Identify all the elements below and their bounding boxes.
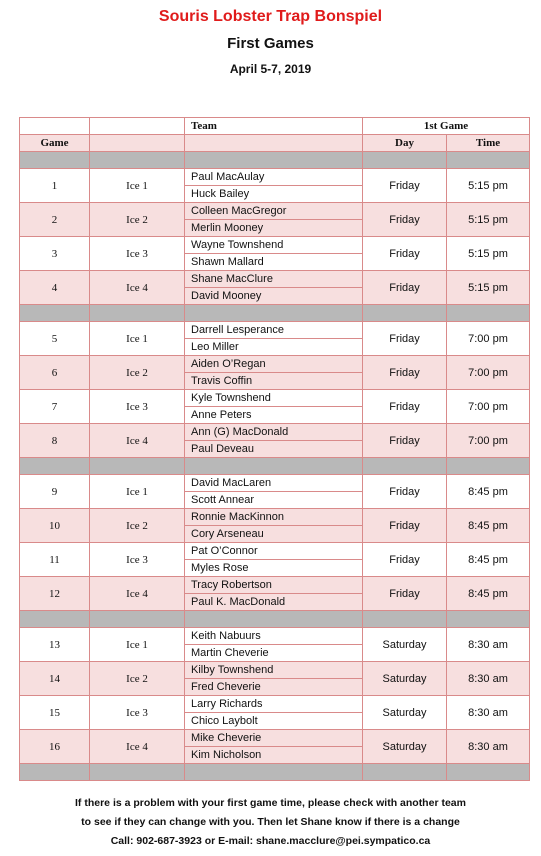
game-row xyxy=(20,475,530,492)
game-row xyxy=(20,577,530,594)
section-separator-row xyxy=(20,152,530,169)
game-time: 7:00 pm xyxy=(447,390,530,424)
team-player-1: Ronnie MacKinnon xyxy=(185,509,363,526)
game-number: 9 xyxy=(20,475,90,509)
game-row xyxy=(20,356,530,373)
game-number: 10 xyxy=(20,509,90,543)
team-player-2: Travis Coffin xyxy=(185,373,363,390)
ice-sheet: Ice 3 xyxy=(90,696,185,730)
separator-cell xyxy=(363,458,447,475)
header-blank-cell xyxy=(90,118,185,135)
team-player-2: Paul Deveau xyxy=(185,441,363,458)
section-separator-row xyxy=(20,611,530,628)
game-day: Friday xyxy=(363,169,447,203)
team-player-2: Fred Cheverie xyxy=(185,679,363,696)
game-number: 14 xyxy=(20,662,90,696)
ice-sheet: Ice 3 xyxy=(90,390,185,424)
game-number: 1 xyxy=(20,169,90,203)
header-row-top xyxy=(20,118,530,135)
game-day: Friday xyxy=(363,203,447,237)
page-title: Souris Lobster Trap Bonspiel xyxy=(158,8,383,25)
game-day: Friday xyxy=(363,271,447,305)
game-row xyxy=(20,696,530,713)
section-separator-row xyxy=(20,458,530,475)
separator-cell xyxy=(185,152,363,169)
game-day: Friday xyxy=(363,424,447,458)
ice-sheet: Ice 4 xyxy=(90,271,185,305)
game-day: Saturday xyxy=(363,730,447,764)
ice-sheet: Ice 4 xyxy=(90,730,185,764)
team-player-2: Cory Arseneau xyxy=(185,526,363,543)
game-time: 8:30 am xyxy=(447,696,530,730)
game-row xyxy=(20,543,530,560)
game-time: 8:45 pm xyxy=(447,543,530,577)
game-number: 3 xyxy=(20,237,90,271)
game-row xyxy=(20,662,530,679)
team-player-1: Ann (G) MacDonald xyxy=(185,424,363,441)
game-number: 13 xyxy=(20,628,90,662)
team-player-1: David MacLaren xyxy=(185,475,363,492)
team-player-2: Martin Cheverie xyxy=(185,645,363,662)
ice-sheet: Ice 1 xyxy=(90,475,185,509)
team-player-2: Huck Bailey xyxy=(185,186,363,203)
section-separator-row xyxy=(20,305,530,322)
footer-contact-line: Call: 902-687-3923 or E-mail: shane.macclure@pei.sympatico.ca xyxy=(110,835,431,847)
team-player-1: Pat O’Connor xyxy=(185,543,363,560)
separator-cell xyxy=(363,611,447,628)
team-player-1: Paul MacAulay xyxy=(185,169,363,186)
game-number: 6 xyxy=(20,356,90,390)
game-row xyxy=(20,730,530,747)
separator-cell xyxy=(90,305,185,322)
game-number: 5 xyxy=(20,322,90,356)
game-day: Saturday xyxy=(363,628,447,662)
game-time: 8:30 am xyxy=(447,730,530,764)
team-player-2: Kim Nicholson xyxy=(185,747,363,764)
ice-sheet: Ice 3 xyxy=(90,237,185,271)
game-day: Friday xyxy=(363,543,447,577)
game-time: 8:30 am xyxy=(447,662,530,696)
game-time: 8:45 pm xyxy=(447,509,530,543)
separator-cell xyxy=(90,764,185,781)
header-row-bottom xyxy=(20,135,530,152)
game-row xyxy=(20,628,530,645)
separator-cell xyxy=(20,458,90,475)
game-row xyxy=(20,390,530,407)
separator-cell xyxy=(447,152,530,169)
header-blank-cell xyxy=(90,135,185,152)
game-number: 16 xyxy=(20,730,90,764)
game-row xyxy=(20,322,530,339)
game-time: 8:45 pm xyxy=(447,475,530,509)
game-day: Friday xyxy=(363,475,447,509)
team-player-1: Kyle Townshend xyxy=(185,390,363,407)
team-player-2: David Mooney xyxy=(185,288,363,305)
col-header-day: Day xyxy=(363,135,447,152)
game-day: Friday xyxy=(363,509,447,543)
separator-cell xyxy=(90,152,185,169)
game-time: 7:00 pm xyxy=(447,424,530,458)
game-row xyxy=(20,203,530,220)
ice-sheet: Ice 4 xyxy=(90,577,185,611)
game-time: 7:00 pm xyxy=(447,356,530,390)
team-player-2: Chico Laybolt xyxy=(185,713,363,730)
ice-sheet: Ice 2 xyxy=(90,509,185,543)
game-number: 4 xyxy=(20,271,90,305)
ice-sheet: Ice 2 xyxy=(90,662,185,696)
game-number: 7 xyxy=(20,390,90,424)
separator-cell xyxy=(363,305,447,322)
team-player-2: Anne Peters xyxy=(185,407,363,424)
schedule-table xyxy=(19,117,530,781)
team-player-1: Tracy Robertson xyxy=(185,577,363,594)
team-player-1: Wayne Townshend xyxy=(185,237,363,254)
team-player-1: Larry Richards xyxy=(185,696,363,713)
game-row xyxy=(20,169,530,186)
game-time: 5:15 pm xyxy=(447,271,530,305)
team-player-1: Colleen MacGregor xyxy=(185,203,363,220)
team-player-1: Kilby Townshend xyxy=(185,662,363,679)
separator-cell xyxy=(447,305,530,322)
ice-sheet: Ice 2 xyxy=(90,356,185,390)
team-player-2: Scott Annear xyxy=(185,492,363,509)
team-player-1: Keith Nabuurs xyxy=(185,628,363,645)
separator-cell xyxy=(363,764,447,781)
game-day: Friday xyxy=(363,322,447,356)
separator-cell xyxy=(447,458,530,475)
team-player-1: Shane MacClure xyxy=(185,271,363,288)
game-row xyxy=(20,271,530,288)
separator-cell xyxy=(20,764,90,781)
separator-cell xyxy=(20,152,90,169)
separator-cell xyxy=(447,611,530,628)
section-separator-row xyxy=(20,764,530,781)
ice-sheet: Ice 1 xyxy=(90,322,185,356)
game-day: Saturday xyxy=(363,662,447,696)
game-row xyxy=(20,424,530,441)
separator-cell xyxy=(185,764,363,781)
game-number: 15 xyxy=(20,696,90,730)
separator-cell xyxy=(363,152,447,169)
col-header-time: Time xyxy=(447,135,530,152)
team-player-2: Merlin Mooney xyxy=(185,220,363,237)
team-player-2: Shawn Mallard xyxy=(185,254,363,271)
game-day: Friday xyxy=(363,390,447,424)
game-row xyxy=(20,509,530,526)
game-time: 5:15 pm xyxy=(447,203,530,237)
separator-cell xyxy=(90,458,185,475)
team-player-2: Leo Miller xyxy=(185,339,363,356)
game-number: 12 xyxy=(20,577,90,611)
game-number: 2 xyxy=(20,203,90,237)
separator-cell xyxy=(185,611,363,628)
game-number: 8 xyxy=(20,424,90,458)
footer-note-line-1: If there is a problem with your first game time, please check with another team xyxy=(75,797,466,809)
game-day: Saturday xyxy=(363,696,447,730)
ice-sheet: Ice 4 xyxy=(90,424,185,458)
col-header-team: Team xyxy=(185,118,363,135)
team-player-1: Aiden O’Regan xyxy=(185,356,363,373)
team-player-2: Myles Rose xyxy=(185,560,363,577)
team-player-1: Mike Cheverie xyxy=(185,730,363,747)
separator-cell xyxy=(90,611,185,628)
ice-sheet: Ice 2 xyxy=(90,203,185,237)
team-player-2: Paul K. MacDonald xyxy=(185,594,363,611)
ice-sheet: Ice 1 xyxy=(90,169,185,203)
game-day: Friday xyxy=(363,356,447,390)
ice-sheet: Ice 1 xyxy=(90,628,185,662)
col-header-first-game: 1st Game xyxy=(363,118,530,135)
separator-cell xyxy=(185,305,363,322)
separator-cell xyxy=(20,611,90,628)
separator-cell xyxy=(20,305,90,322)
team-player-1: Darrell Lesperance xyxy=(185,322,363,339)
header-blank-cell xyxy=(20,118,90,135)
event-dates: April 5-7, 2019 xyxy=(229,62,312,76)
game-day: Friday xyxy=(363,577,447,611)
game-time: 5:15 pm xyxy=(447,237,530,271)
game-row xyxy=(20,237,530,254)
game-time: 5:15 pm xyxy=(447,169,530,203)
col-header-game: Game xyxy=(20,135,90,152)
ice-sheet: Ice 3 xyxy=(90,543,185,577)
game-time: 7:00 pm xyxy=(447,322,530,356)
separator-cell xyxy=(447,764,530,781)
separator-cell xyxy=(185,458,363,475)
game-time: 8:45 pm xyxy=(447,577,530,611)
footer-note-line-2: to see if they can change with you. Then let Shane know if there is a change xyxy=(81,816,460,828)
game-number: 11 xyxy=(20,543,90,577)
game-day: Friday xyxy=(363,237,447,271)
game-time: 8:30 am xyxy=(447,628,530,662)
header-blank-cell xyxy=(185,135,363,152)
page-subtitle: First Games xyxy=(227,35,314,52)
